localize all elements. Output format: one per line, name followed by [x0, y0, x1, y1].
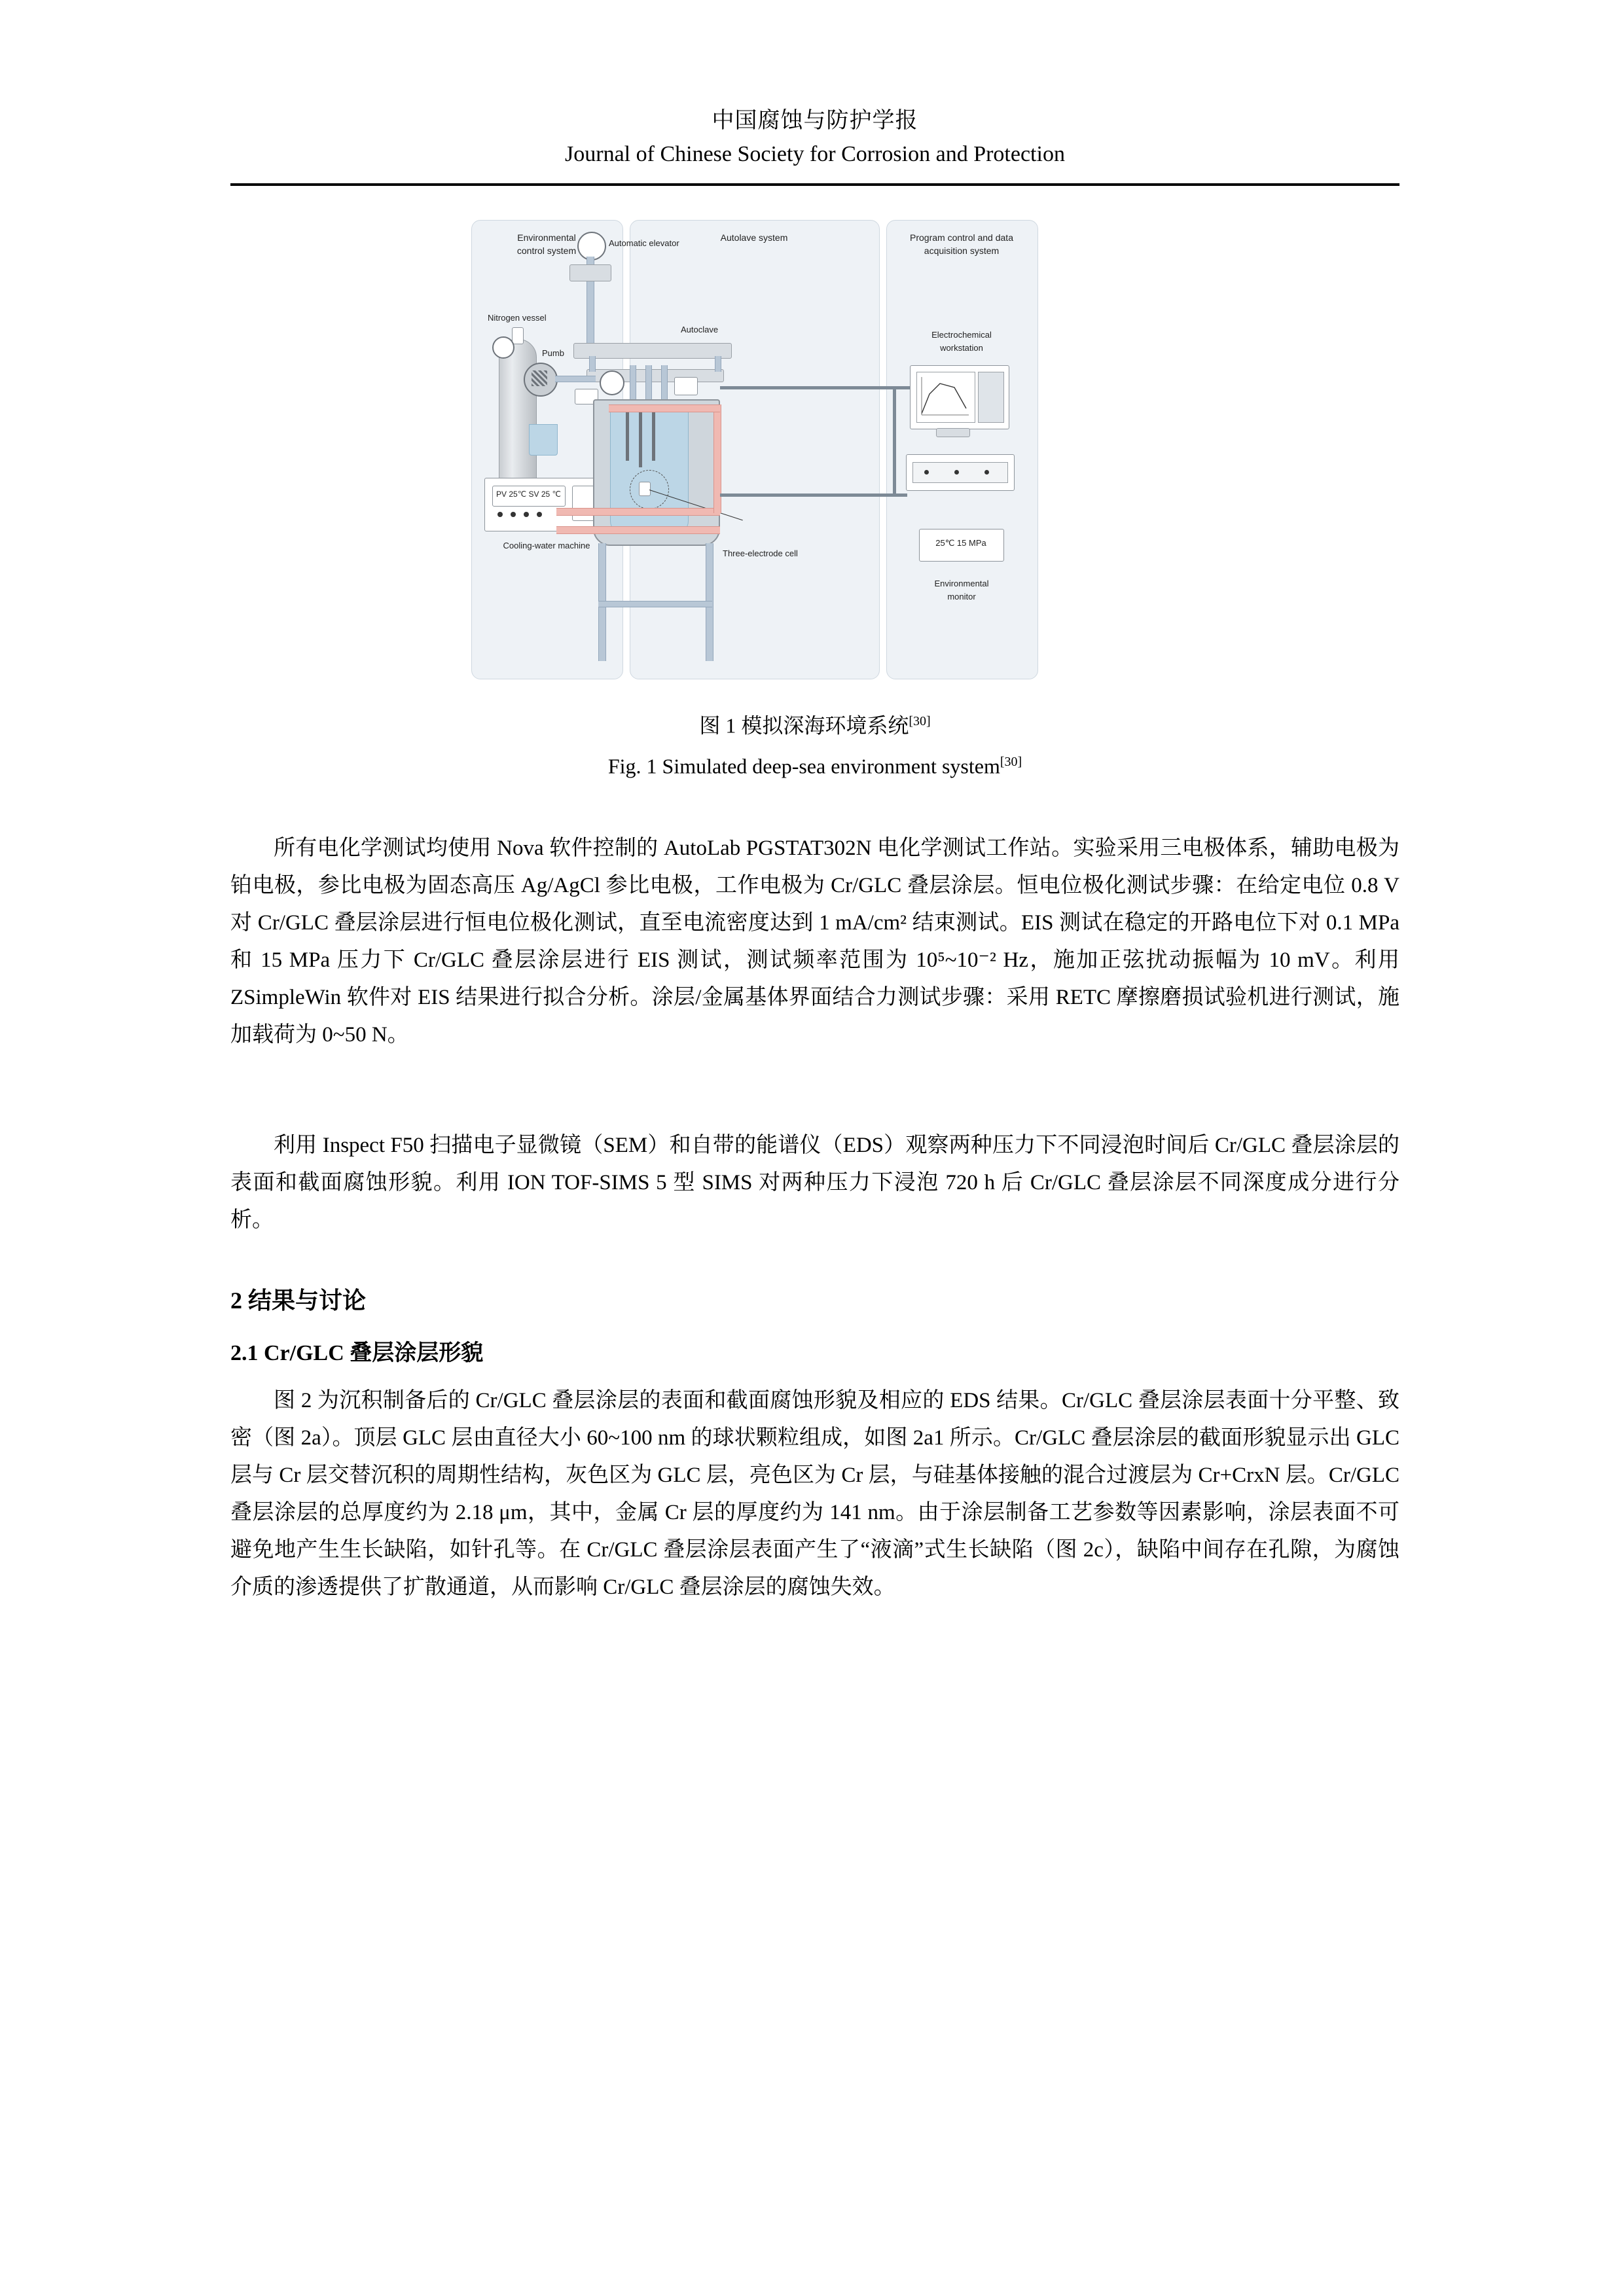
gas-line	[555, 376, 596, 382]
autoclave-post-left	[589, 356, 596, 372]
page-header	[229, 105, 1401, 171]
figure-caption-en-text: Fig. 1 Simulated deep-sea environment system	[607, 754, 1000, 778]
panel-environmental-control-title-line2: control system	[516, 245, 577, 256]
cooling-pipe-top	[609, 404, 720, 412]
monitor-tower	[978, 372, 1004, 423]
autoclave-gauge	[600, 370, 624, 395]
electrode-rod-1	[630, 365, 636, 403]
journal-title-cn: 中国腐蚀与防护学报	[712, 109, 918, 133]
signal-cable-top	[720, 386, 910, 389]
electrode-wire-2	[639, 404, 642, 467]
electrode-rod-3	[661, 365, 668, 403]
label-electrochemical-workstation-line1: Electrochemical	[931, 330, 992, 340]
label-cooling-water-machine: Cooling-water machine	[503, 541, 590, 550]
elevator-head	[569, 264, 611, 281]
label-three-electrode-cell: Three-electrode cell	[723, 548, 798, 558]
panel-data-acquisition-title-line2: acquisition system	[924, 245, 1000, 256]
paragraph-methods-characterization: 利用 Inspect F50 扫描电子显微镜（SEM）和自带的能谱仪（EDS）观察两种压力下不同浸泡时间后 Cr/GLC 叠层涂层的表面和截面腐蚀形貌。利用 ION TOF-SIMS 5 型 SIMS 对两种压力下浸泡 720 h 后 Cr/GLC 叠层涂层不同深度成分进行分析。	[230, 1134, 1399, 1232]
pressure-gauge-icon	[492, 336, 514, 359]
autoclave-top-plate	[573, 343, 732, 359]
label-automatic-elevator: Automatic elevator	[609, 238, 679, 248]
cooling-pipe-1	[556, 508, 720, 516]
figure-caption-cn	[229, 706, 1401, 742]
cooling-pipe-riser	[713, 404, 721, 513]
figure-1	[458, 208, 1178, 692]
electrode-wire-1	[626, 404, 629, 461]
figure-1-image	[458, 208, 1178, 692]
signal-cable-riser	[893, 386, 896, 495]
panel-environmental-control-title-line1: Environmental	[517, 232, 576, 243]
figure-caption-en	[229, 746, 1401, 782]
label-environmental-monitor-line1: Environmental	[934, 579, 989, 588]
monitor-stand	[936, 428, 970, 437]
journal-title-en: Journal of Chinese Society for Corrosion and Protection	[565, 142, 1065, 166]
figure-caption-en-ref: [30]	[1000, 755, 1022, 769]
pump-hatch	[532, 370, 547, 386]
panel-data-acquisition	[886, 220, 1038, 679]
header-divider	[230, 183, 1399, 186]
controller-display-text: PV 25℃ SV 25 ℃	[496, 490, 561, 499]
autoclave-post-right	[715, 356, 721, 372]
cooling-pipe-2	[556, 526, 720, 534]
paragraph-methods-electrochemical: 所有电化学测试均使用 Nova 软件控制的 AutoLab PGSTAT302N 电化学测试工作站。实验采用三电极体系，辅助电极为铂电极，参比电极为固态高压 Ag/AgCl 参比电极，工作电极为 Cr/GLC 叠层涂层。恒电位极化测试步骤：在给定电位 0.8 V 对 Cr/GLC 叠层涂层进行恒电位极化测试，直至电流密度达到 1 mA/cm² 结束测试。EIS 测试在稳定的开路电位下对 0.1 MPa 和 15 MPa 压力下 Cr/GLC 叠层涂层进行 EIS 测试，测试频率范围为 10⁵~10⁻² Hz，施加正弦扰动振幅为 10 mV。利用 ZSimpleWin 软件对 EIS 结果进行拟合分析。涂层/金属基体界面结合力测试步骤：采用 RETC 摩擦磨损试验机进行测试，施加载荷为 0~50 N。	[230, 836, 1399, 1047]
heading-results-discussion: 2 结果与讨论	[230, 1287, 367, 1314]
electrode-rod-2	[645, 365, 652, 403]
label-nitrogen-vessel: Nitrogen vessel	[488, 313, 547, 323]
liquid-beaker	[529, 424, 558, 456]
indicator-dot-3	[524, 512, 529, 517]
indicator-dot-2	[511, 512, 516, 517]
cylinder-valve	[512, 327, 524, 344]
label-electrochemical-workstation-line2: workstation	[940, 343, 983, 353]
potentiostat-led-2	[954, 470, 959, 475]
paragraph-coating-morphology: 图 2 为沉积制备后的 Cr/GLC 叠层涂层的表面和截面腐蚀形貌及相应的 EDS 结果。Cr/GLC 叠层涂层表面十分平整、致密（图 2a）。顶层 GLC 层由直径大小 60~100 nm 的球状颗粒组成，如图 2a1 所示。Cr/GLC 叠层涂层的截面形貌显示出 GLC 层与 Cr 层交替沉积的周期性结构，灰色区为 GLC 层，亮色区为 Cr 层，与硅基体接触的混合过渡层为 Cr+CrxN 层。Cr/GLC 叠层涂层的总厚度约为 2.18 μm，其中，金属 Cr 层的厚度约为 141 nm。由于涂层制备工艺参数等因素影响，涂层表面不可避免地产生生长缺陷，如针孔等。在 Cr/GLC 叠层涂层表面产生了“液滴”式生长缺陷（图 2c），缺陷中间存在孔隙，为腐蚀介质的渗透提供了扩散通道，从而影响 Cr/GLC 叠层涂层的腐蚀失效。	[230, 1389, 1400, 1599]
panel-autoclave-title: Autolave system	[720, 232, 788, 243]
figure-caption-cn-ref: [30]	[909, 714, 931, 728]
signal-cable-bottom	[720, 493, 907, 497]
indicator-dot-4	[537, 512, 542, 517]
port-connector-right	[674, 377, 698, 395]
label-autoclave: Autoclave	[681, 325, 719, 334]
indicator-dot-1	[497, 512, 503, 517]
label-pump: Pumb	[542, 348, 564, 358]
figure-caption-cn-text: 图 1 模拟深海环境系统	[699, 713, 909, 738]
stand-cross-bar	[598, 601, 712, 607]
plot-curve-icon	[916, 372, 974, 422]
label-environmental-monitor-line2: monitor	[947, 592, 976, 601]
electrode-wire-3	[652, 404, 655, 461]
heading-coating-morphology: 2.1 Cr/GLC 叠层涂层形貌	[230, 1341, 484, 1365]
potentiostat-led-3	[984, 470, 989, 475]
potentiostat-led-1	[924, 470, 929, 475]
environmental-monitor-reading: 25℃ 15 MPa	[935, 538, 986, 548]
panel-data-acquisition-title-line1: Program control and data	[910, 232, 1013, 243]
